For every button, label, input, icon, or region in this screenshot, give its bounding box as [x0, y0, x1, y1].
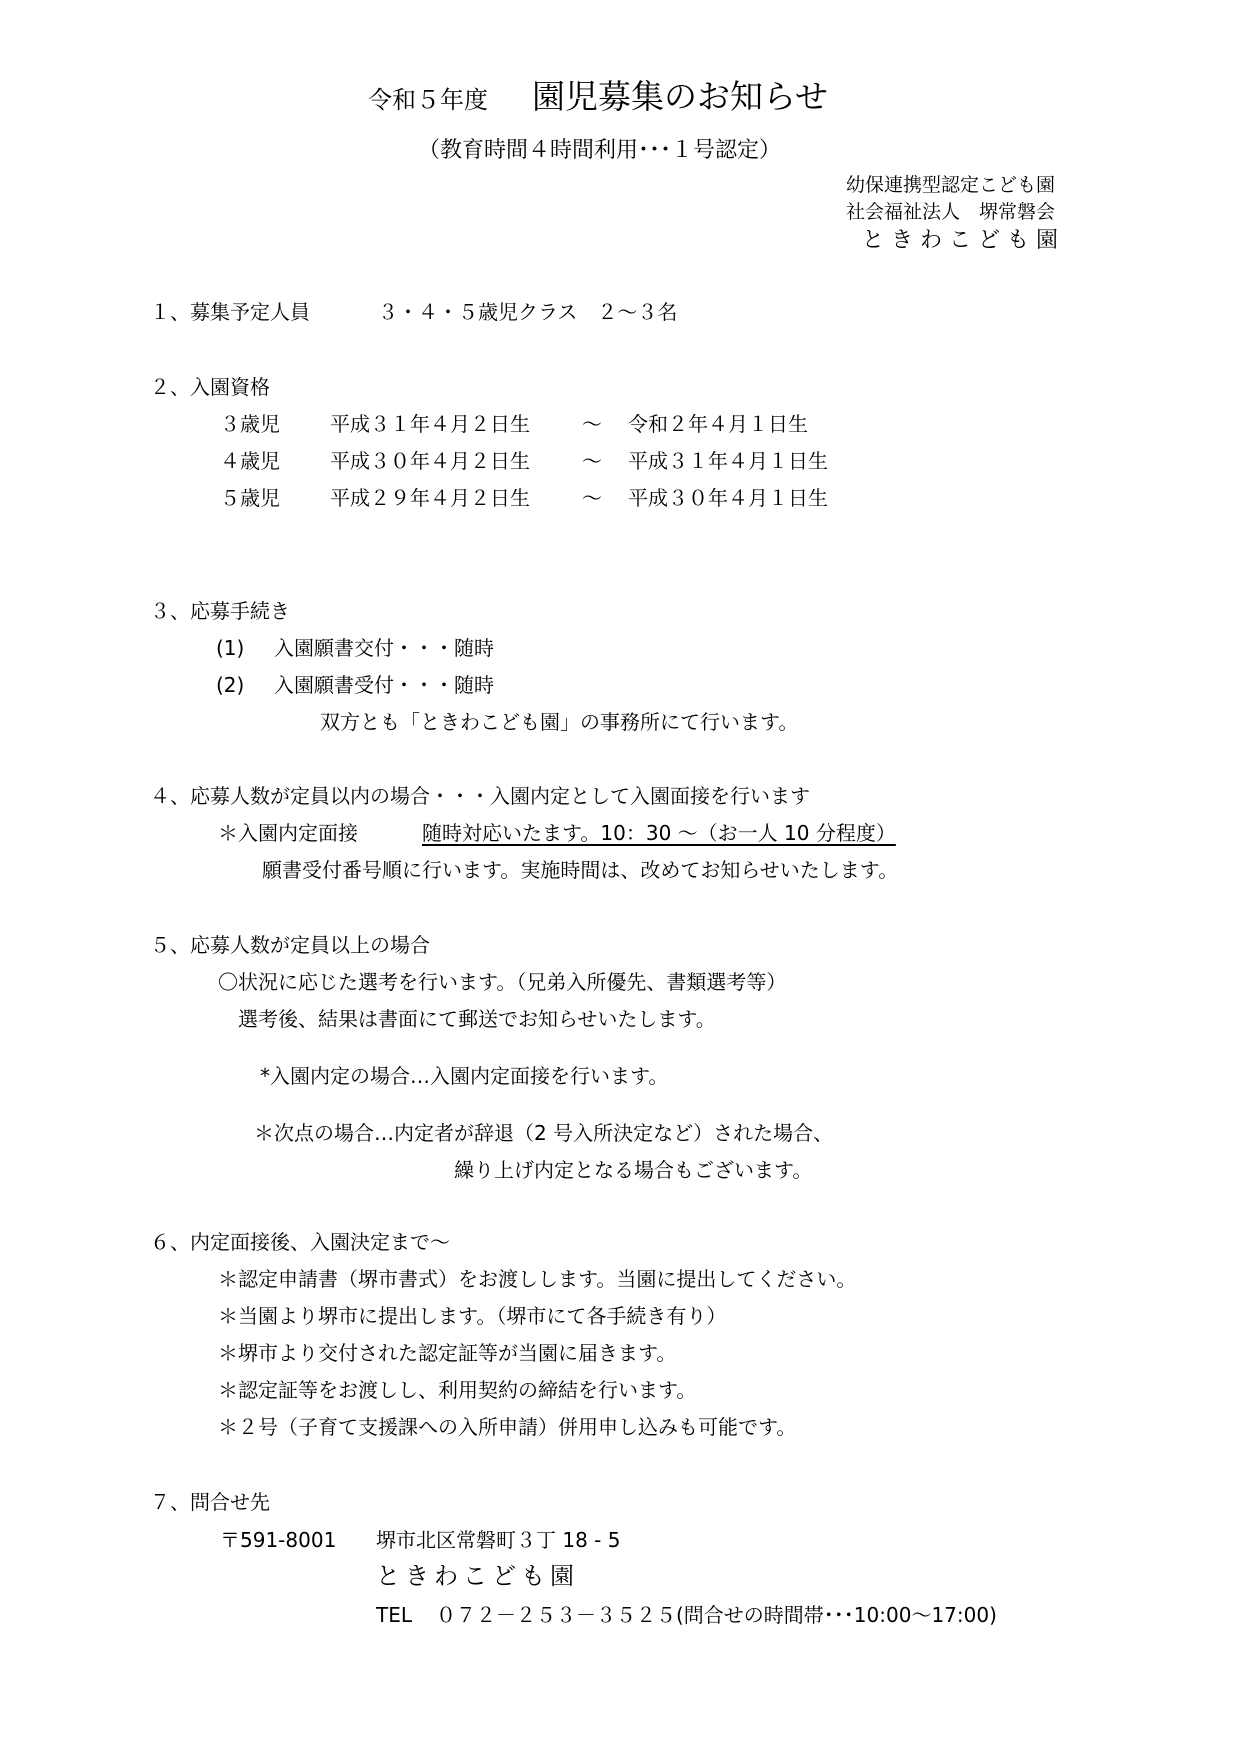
section-2-heading: ２、入園資格	[150, 375, 270, 399]
decision-step: ＊２号（子育て支援課への入所申請）併用申し込みも可能です。	[218, 1415, 797, 1439]
eligibility-age: ４歳児	[220, 449, 280, 473]
selection-line: *入園内定の場合…入園内定面接を行います。	[260, 1064, 669, 1088]
section-1-heading: １、募集予定人員	[150, 300, 310, 324]
procedure-number: (2)	[216, 673, 245, 697]
decision-step: ＊認定申請書（堺市書式）をお渡しします。当園に提出してください。	[218, 1267, 857, 1291]
eligibility-tilde: ～	[582, 412, 602, 436]
section-4-heading: ４、応募人数が定員以内の場合・・・入園内定として入園面接を行います	[150, 784, 810, 808]
section-7-heading: ７、問合せ先	[150, 1490, 270, 1514]
org-name: ときわこども園	[862, 228, 1066, 253]
page-title: 園児募集のお知らせ	[532, 77, 829, 116]
decision-step: ＊認定証等をお渡しし、利用契約の締結を行います。	[218, 1378, 697, 1402]
postal-code: 〒591-8001	[220, 1528, 337, 1552]
title-year: 令和５年度	[368, 86, 488, 114]
selection-line: 〇状況に応じた選考を行います。（兄弟入所優先、書類選考等）	[218, 970, 787, 994]
section-3-heading: ３、応募手続き	[150, 599, 290, 623]
tel-label: TEL	[376, 1603, 412, 1627]
tel-number: ０７２－２５３－３５２５(問合せの時間帯･･･10:00～17:00)	[436, 1603, 997, 1627]
eligibility-from: 平成３１年４月２日生	[330, 412, 530, 436]
org-type: 幼保連携型認定こども園	[846, 174, 1056, 196]
interview-note: 願書受付番号順に行います。実施時間は、改めてお知らせいたします。	[262, 858, 899, 882]
procedure-note: 双方とも「ときわこども園」の事務所にて行います。	[320, 710, 799, 734]
procedure-number: (1)	[216, 636, 245, 660]
interview-schedule: 随時対応いたます。10：30 ～（お一人 10 分程度）	[422, 821, 896, 845]
eligibility-from: 平成２９年４月２日生	[330, 486, 530, 510]
eligibility-age: ５歳児	[220, 486, 280, 510]
eligibility-tilde: ～	[582, 449, 602, 473]
section-5-heading: ５、応募人数が定員以上の場合	[150, 933, 430, 957]
selection-line: ＊次点の場合…内定者が辞退（2 号入所決定など）された場合、	[254, 1121, 834, 1145]
interview-label: ＊入園内定面接	[218, 821, 358, 845]
procedure-text: 入園願書交付・・・随時	[274, 636, 494, 660]
section-6-heading: ６、内定面接後、入園決定まで～	[150, 1230, 450, 1254]
eligibility-tilde: ～	[582, 486, 602, 510]
selection-line: 選考後、結果は書面にて郵送でお知らせいたします。	[238, 1007, 716, 1031]
eligibility-from: 平成３０年４月２日生	[330, 449, 530, 473]
decision-step: ＊堺市より交付された認定証等が当園に届きます。	[218, 1341, 677, 1365]
contact-name: ときわこども園	[376, 1562, 579, 1590]
procedure-text: 入園願書受付・・・随時	[274, 673, 494, 697]
eligibility-age: ３歳児	[220, 412, 280, 436]
selection-line: 繰り上げ内定となる場合もございます。	[454, 1158, 813, 1182]
org-corporation: 社会福祉法人 堺常磐会	[846, 201, 1056, 223]
page-subtitle: （教育時間４時間利用･･･１号認定）	[418, 138, 782, 163]
eligibility-to: 令和２年４月１日生	[628, 412, 808, 436]
eligibility-to: 平成３１年４月１日生	[628, 449, 828, 473]
eligibility-to: 平成３０年４月１日生	[628, 486, 828, 510]
decision-step: ＊当園より堺市に提出します。（堺市にて各手続き有り）	[218, 1304, 727, 1328]
section-1-value: ３・４・５歳児クラス ２～３名	[378, 300, 678, 324]
contact-address: 堺市北区常磐町３丁 18 - 5	[376, 1528, 621, 1552]
